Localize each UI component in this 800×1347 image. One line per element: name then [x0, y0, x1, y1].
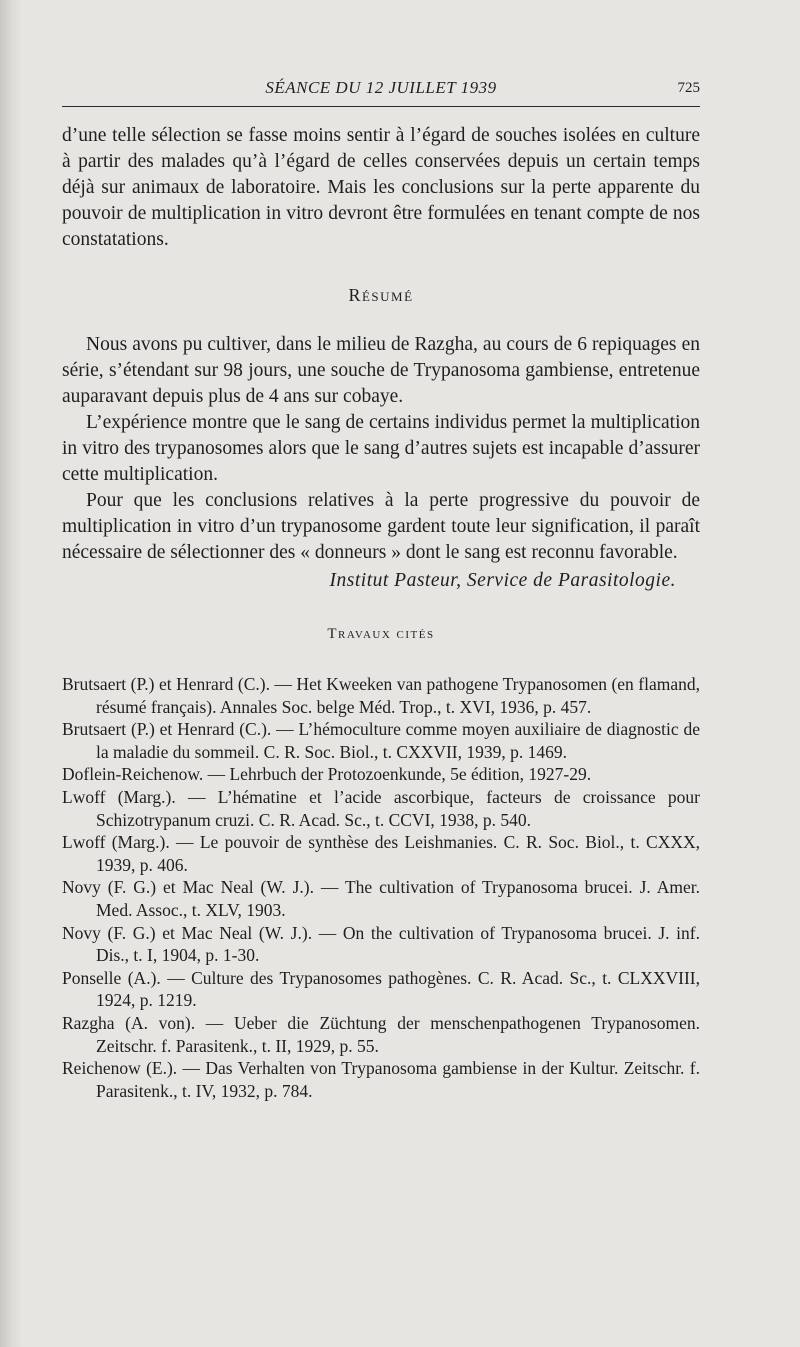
running-head — [62, 72, 700, 107]
reference-item: Razgha (A. von). — Ueber die Züchtung der menschenpathogenen Trypanosomen. Zeitschr. f. Parasitenk., t. II, 1929, p. 55. — [62, 1012, 700, 1056]
references-list — [62, 673, 700, 1102]
page-content — [62, 72, 700, 1102]
page-edge-shadow — [0, 0, 22, 1347]
resume-paragraph-3: Pour que les conclusions relatives à la perte progressive du pouvoir de multiplication in vitro d’un trypanosome gardent toute leur signification, il paraît nécessaire de sélectionner des « donneurs » dont le sang est reconnu favorable. — [62, 490, 700, 563]
reference-item: Ponselle (A.). — Culture des Trypanosomes pathogènes. C. R. Acad. Sc., t. CLXXVIII, 1924, p. 1219. — [62, 967, 700, 1011]
resume-paragraph-2: L’expérience montre que le sang de certains individus permet la multiplication in vitro des trypanosomes alors que le sang d’autres sujets est incapable d’assurer cette multiplication. — [62, 412, 700, 485]
intro-paragraph: d’une telle sélection se fasse moins sentir à l’égard de souches isolées en culture à partir des malades qu’à l’égard de celles conservées depuis un certain temps déjà sur animaux de laboratoire. Mais les conclusions sur la perte apparente du pouvoir de multiplication in vitro devront être formulées en tenant compte de nos constatations. — [62, 125, 700, 250]
resume-heading: Résumé — [348, 285, 414, 305]
reference-item: Brutsaert (P.) et Henrard (C.). — L’hémoculture comme moyen auxiliaire de diagnostic de la maladie du sommeil. C. R. Soc. Biol., t. CXXVII, 1939, p. 1469. — [62, 719, 700, 762]
page-number: 725 — [677, 80, 700, 96]
body-text — [62, 123, 700, 253]
resume-paragraph-1: Nous avons pu cultiver, dans le milieu de Razgha, au cours de 6 repiquages en série, s’étendant sur 98 jours, une souche de Trypanosoma gambiense, entretenue auparavant depuis plus de 4 ans sur cobaye. — [62, 334, 700, 407]
institution-signature: Institut Pasteur, Service de Parasitologie. — [329, 570, 676, 591]
reference-item: Novy (F. G.) et Mac Neal (W. J.). — The cultivation of Trypanosoma brucei. J. Amer. Med. Assoc., t. XLV, 1903. — [62, 877, 700, 920]
reference-item: Brutsaert (P.) et Henrard (C.). — Het Kweeken van pathogene Trypanosomen (en flamand, résumé français). Annales Soc. belge Méd. Trop., t. XVI, 1936, p. 457. — [62, 674, 700, 717]
running-head-title: SÉANCE DU 12 JUILLET 1939 — [265, 78, 497, 97]
references-heading: Travaux cités — [327, 626, 435, 642]
reference-item: Novy (F. G.) et Mac Neal (W. J.). — On the cultivation of Trypanosoma brucei. J. inf. Dis., t. I, 1904, p. 1-30. — [62, 922, 700, 966]
reference-item: Reichenow (E.). — Das Verhalten von Trypanosoma gambiense in der Kultur. Zeitschr. f. Parasitenk., t. IV, 1932, p. 784. — [62, 1058, 700, 1101]
reference-item: Doflein-Reichenow. — Lehrbuch der Protozoenkunde, 5e édition, 1927-29. — [62, 764, 592, 785]
reference-item: Lwoff (Marg.). — Le pouvoir de synthèse des Leishmanies. C. R. Soc. Biol., t. CXXX, 1939, p. 406. — [62, 832, 700, 875]
resume-section — [62, 332, 700, 566]
reference-item: Lwoff (Marg.). — L’hématine et l’acide ascorbique, facteurs de croissance pour Schizotrypanum cruzi. C. R. Acad. Sc., t. CCVI, 1938, p. 540. — [62, 786, 700, 830]
